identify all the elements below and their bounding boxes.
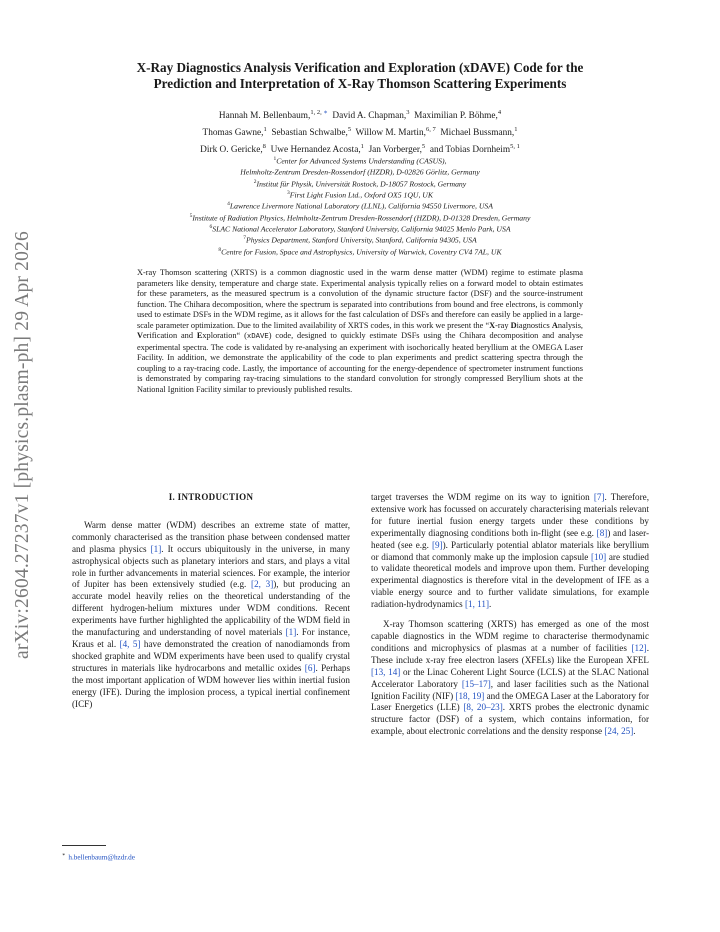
arxiv-identifier [8, 210, 38, 680]
paper-title [60, 60, 660, 92]
citation-link[interactable]: [1, 11] [465, 599, 490, 610]
author: Dirk O. Gericke,$^8$ [200, 143, 266, 156]
affiliation: $^6$SLAC National Accelerator Laboratory, Stanford University, California 94025 Menlo Park, USA [209, 223, 511, 234]
citation-link[interactable]: [12] [631, 642, 647, 653]
affiliation: $^7$Physics Department, Stanford University, Stanford, California 94305, USA [243, 235, 477, 245]
author: Uwe Hernandez Acosta,$^1$ [270, 143, 364, 156]
paragraph: X-ray Thomson scattering (XRTS) has emerged as one of the most capable diagnostics in the WDM regime to characterise thermodynamic conditions and microphysics of plasmas at a number of facilities [12]. These include x-ray free electron lasers (XFELs) like the European XFEL [13, 14] or the Linac Coherent Light Source (LCLS) at the SLAC National Accelerator Laboratory [15–17], and laser facilities such as the National Ignition Facility (NIF) [18, 19] and the OMEGA Laser at the Laboratory for Laser Energetics (LLE) [8, 20–23]. XRTS probes the electronic dynamic structure factor (DSF) of a system, which contains information, for example, about electronic correlations and the density response [24, 25]. [371, 619, 649, 737]
citation-link[interactable]: [4, 5] [119, 638, 141, 649]
title-line-2: Prediction and Interpretation of X-Ray Thomson Scattering Experiments [153, 76, 567, 91]
affiliation: Helmholtz-Zentrum Dresden-Rossendorf (HZDR), D-02826 Görlitz, Germany [240, 167, 480, 177]
paragraph: target traverses the WDM regime on its way to ignition [7]. Therefore, extensive work has focussed on accurately characterising materials relevant for future inertial fusion energy targets under these conditions by experimentally diagnosing conditions both in-flight (see e.g. [8]) and laser-heated (see e.g. [9]). Particularly potential ablator materials like beryllium or diamond that commonly make up the implosion capsule [10] are studied to validate theoretical models and improve upon them. Further developing experimental diagnostics is therefore vital in the development of IFE as a viable energy source and to further validate simulations, for example radiation-hydrodynamics [1, 11]. [371, 492, 649, 610]
citation-link[interactable]: [15–17] [461, 678, 491, 689]
footnote-mark: ∗ [62, 853, 66, 858]
citation-link[interactable]: [13, 14] [371, 666, 401, 677]
paragraph: Warm dense matter (WDM) describes an extreme state of matter, commonly characterised as the transition phase between condensed matter and plasma physics [1]. It occurs ubiquitously in the universe, in many astrophysical objects such as planetary interiors and stars, and plays a vital role in further advancements in material sciences. For example, the interior of Jupiter has been extensively studied (e.g. [2, 3]), but producing an accurate model heavily relies on the theoretical understanding of the different hydrogen-helium mixtures under WDM conditions. Recent experiments have further highlighted the applicability of the WDM field in the manufacturing and understanding of novel materials [1]. For instance, Kraus et al. [4, 5] have demonstrated the creation of nanodiamonds from shocked graphite and WDM experiments have been used to qualify crystal structures in materials like hydrocarbons and metallic oxides [6]. Perhaps the most important application of WDM however lies within inertial fusion energy (IFE). During the implosion process, a typical inertial confinement (ICF) [72, 519, 351, 709]
column-left [72, 492, 350, 710]
affiliation: $^2$Institut für Physik, Universität Rostock, D-18057 Rostock, Germany [253, 178, 467, 189]
citation-link[interactable]: [10] [591, 551, 607, 562]
footnote-rule [62, 845, 106, 846]
abstract: X-ray Thomson scattering (XRTS) is a common diagnostic used in the warm dense matter (WDM) regime to estimate plasma parameters like density, temperature and charge state. Experimental analysis typically relies on a forward model to obtain estimates for these parameters, as the measured spectrum is a convolution of the dynamic structure factor (DSF) and the source-instrument function. The Chihara decomposition, where the spectrum is separated into contributions from bound and free electrons, is commonly used to estimate DSFs in the WDM regime, as it allows for the fast calculation of DSFs and therefore can easily be applied in a large-scale parameter optimization. Due to the limited availability of XRTS codes, in this work we present the “X-ray Diagnostics Analysis, Verification and Exploration“ (xDAVE) code, designed to quickly estimate DSFs using the Chihara decomposition and analyse experimental spectra. The code is validated by re-analysing an experiment with isochorically heated beryllium at the OMEGA Laser Facility. In addition, we demonstrate the applicability of the code to plan experiments and predict scattering spectra through the coupling to a ray-tracing code. Lastly, the importance of accounting for the energy-dependence of spectrometer instrument functions is demonstrated by comparing ray-tracing simulations to the standard convolution for strongly compressed Beryllium shots at the National Ignition Facility similar to previously published results. [137, 268, 583, 395]
citation-link[interactable]: [8, 20–23] [463, 702, 503, 713]
author: Michael Bussmann,$^1$ [440, 126, 518, 139]
footnote [62, 852, 135, 861]
author: Jan Vorberger,$^5$ [368, 143, 426, 156]
citation-link[interactable]: [9] [431, 539, 443, 550]
section-heading: I. INTRODUCTION [168, 492, 254, 502]
author: Hannah M. Bellenbaum,$^{1, 2,}$ ∗ [218, 109, 328, 122]
arxiv-identifier-text: arXiv:2604.27237v1 [physics.plasm-ph] 29 Apr 2026 [12, 231, 33, 659]
email-link[interactable]: h.bellenbaum@hzdr.de [68, 853, 135, 862]
author: David A. Chapman,$^3$ [332, 109, 410, 122]
author: Thomas Gawne,$^1$ [202, 126, 267, 139]
affiliation: $^5$Institute of Radiation Physics, Helmholtz-Zentrum Dresden-Rossendorf (HZDR), D-01328 Dresden, Germany [189, 212, 531, 223]
citation-link[interactable]: [7] [593, 492, 605, 502]
affiliation-list [80, 155, 640, 257]
author: Willow M. Martin,$^{6, 7}$ [355, 126, 436, 139]
author: Sebastian Schwalbe,$^5$ [271, 126, 352, 139]
affiliation: $^8$Centre for Fusion, Space and Astrophysics, University of Warwick, Coventry CV4 7AL, UK [218, 246, 502, 257]
author-list [80, 106, 640, 157]
citation-link[interactable]: [6] [304, 662, 316, 673]
corresponding-author-mark[interactable]: ∗ [323, 109, 328, 116]
citation-link[interactable]: [1] [285, 627, 297, 638]
title-line-1: X-Ray Diagnostics Analysis Verification and Exploration (xDAVE) Code for the [136, 60, 584, 75]
author: Maximilian P. Böhme,$^4$ [414, 109, 502, 122]
affiliation: $^3$First Light Fusion Ltd., Oxford OX5 1QU, UK [287, 189, 433, 200]
citation-link[interactable]: [2, 3] [251, 579, 274, 590]
affiliation: $^1$Center for Advanced Systems Understanding (CASUS), [273, 156, 447, 166]
author: and Tobias Dornheim$^{5, 1}$ [429, 143, 520, 156]
citation-link[interactable]: [24, 25] [604, 726, 634, 737]
citation-link[interactable]: [8] [596, 527, 608, 538]
citation-link[interactable]: [1] [150, 543, 162, 554]
citation-link[interactable]: [18, 19] [455, 690, 485, 701]
column-right [371, 492, 649, 738]
affiliation: $^4$Lawrence Livermore National Laboratory (LLNL), California 94550 Livermore, USA [227, 201, 493, 211]
code-name: xDAVE [246, 333, 269, 342]
